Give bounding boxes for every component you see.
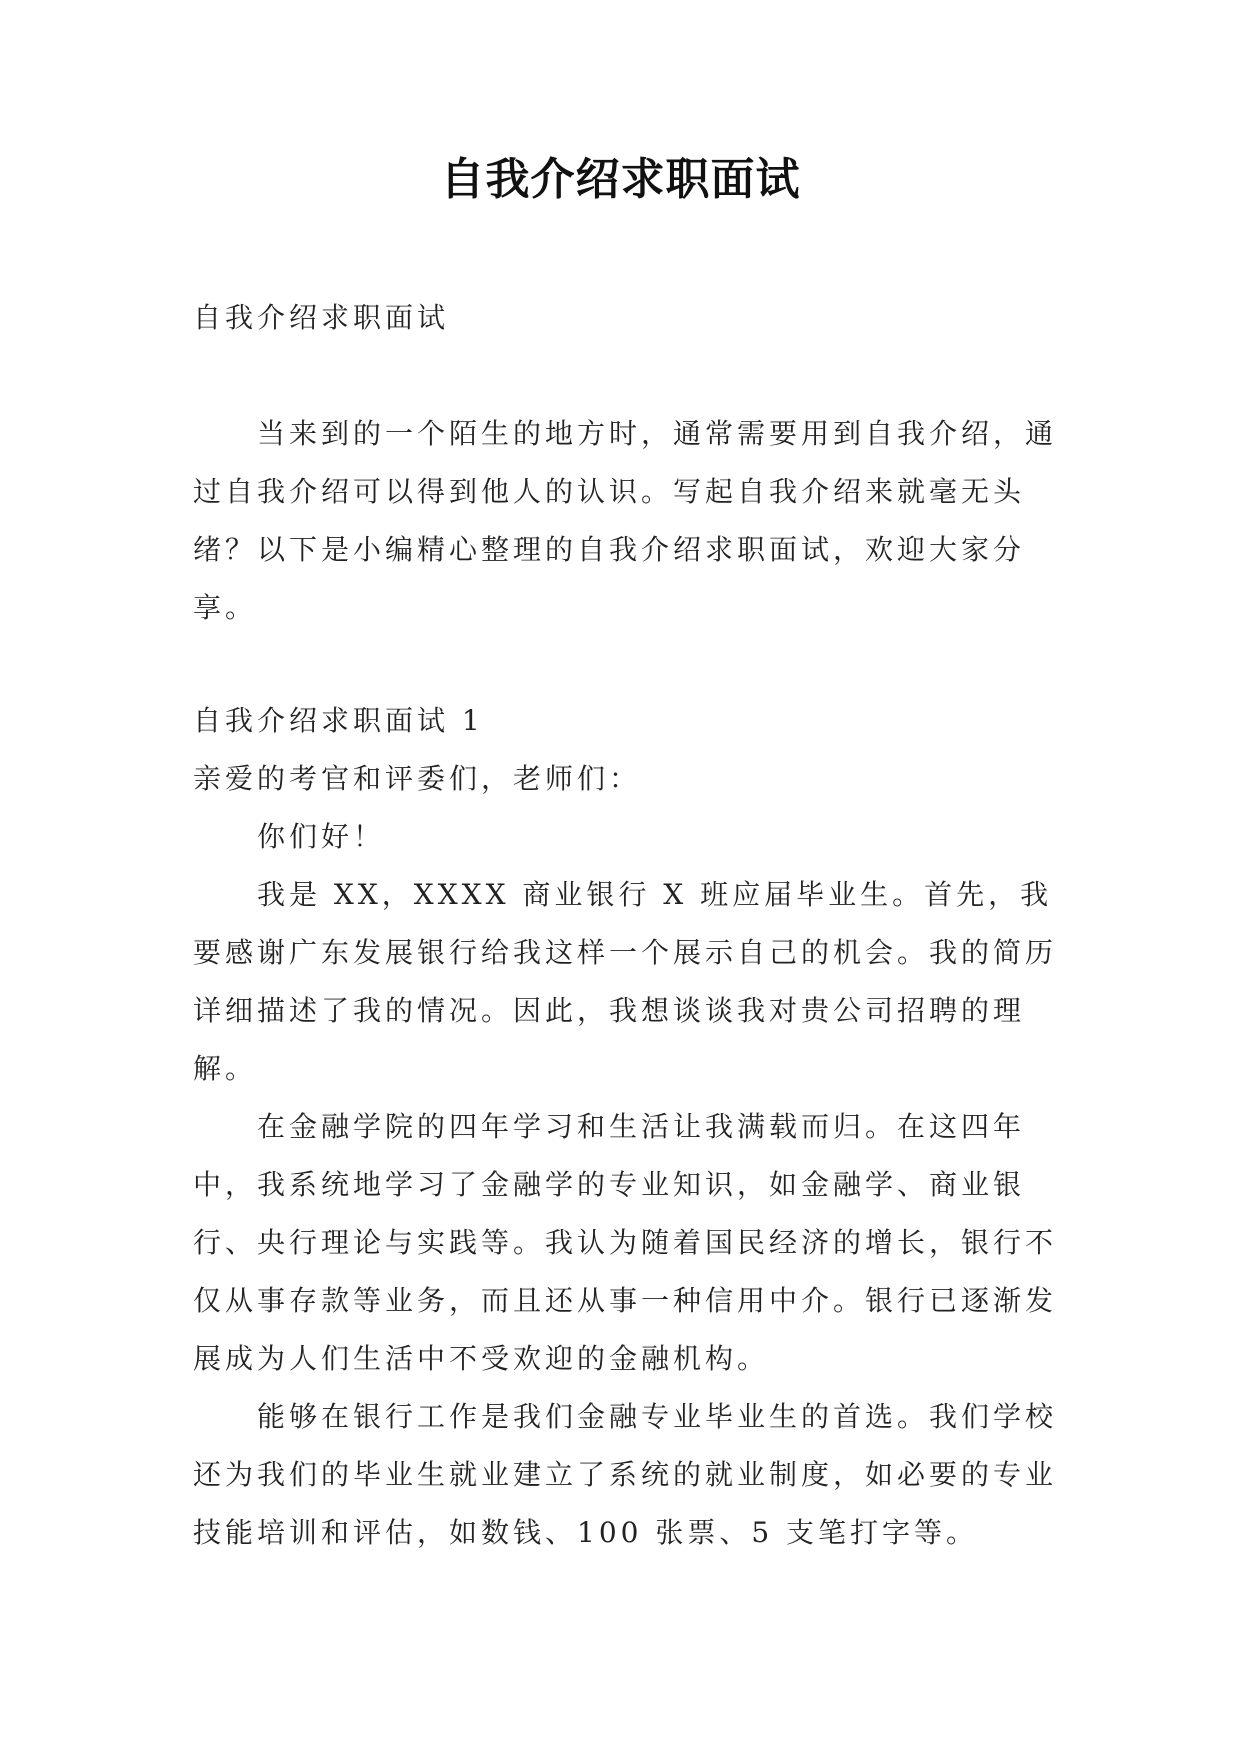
subtitle-line: 自我介绍求职面试 bbox=[193, 301, 450, 334]
section-heading: 自我介绍求职面试 1 bbox=[193, 704, 484, 737]
salutation-line: 亲爱的考官和评委们，老师们： bbox=[193, 762, 642, 795]
body-paragraph-3: 能够在银行工作是我们金融专业毕业生的首选。我们学校还为我们的毕业生就业建立了系统的就业制度，如必要的专业技能培训和评估，如数钱、100 张票、5 支笔打字等。 bbox=[193, 1400, 1058, 1549]
body-paragraph-1: 我是 XX，XXXX 商业银行 X 班应届毕业生。首先，我要感谢广东发展银行给我这样一个展示自己的机会。我的简历详细描述了我的情况。因此，我想谈谈我对贵公司招聘的理解。 bbox=[193, 878, 1058, 1085]
document-body bbox=[193, 289, 1061, 1562]
body-paragraph-2: 在金融学院的四年学习和生活让我满载而归。在这四年中，我系统地学习了金融学的专业知识，如金融学、商业银行、央行理论与实践等。我认为随着国民经济的增长，银行不仅从事存款等业务，而且还从事一种信用中介。银行已逐渐发展成为人们生活中不受欢迎的金融机构。 bbox=[193, 1110, 1058, 1375]
intro-paragraph: 当来到的一个陌生的地方时，通常需要用到自我介绍，通过自我介绍可以得到他人的认识。写起自我介绍来就毫无头绪？以下是小编精心整理的自我介绍求职面试，欢迎大家分享。 bbox=[193, 417, 1058, 624]
greeting-line: 你们好！ bbox=[257, 820, 386, 853]
document-title: 自我介绍求职面试 bbox=[440, 154, 801, 205]
